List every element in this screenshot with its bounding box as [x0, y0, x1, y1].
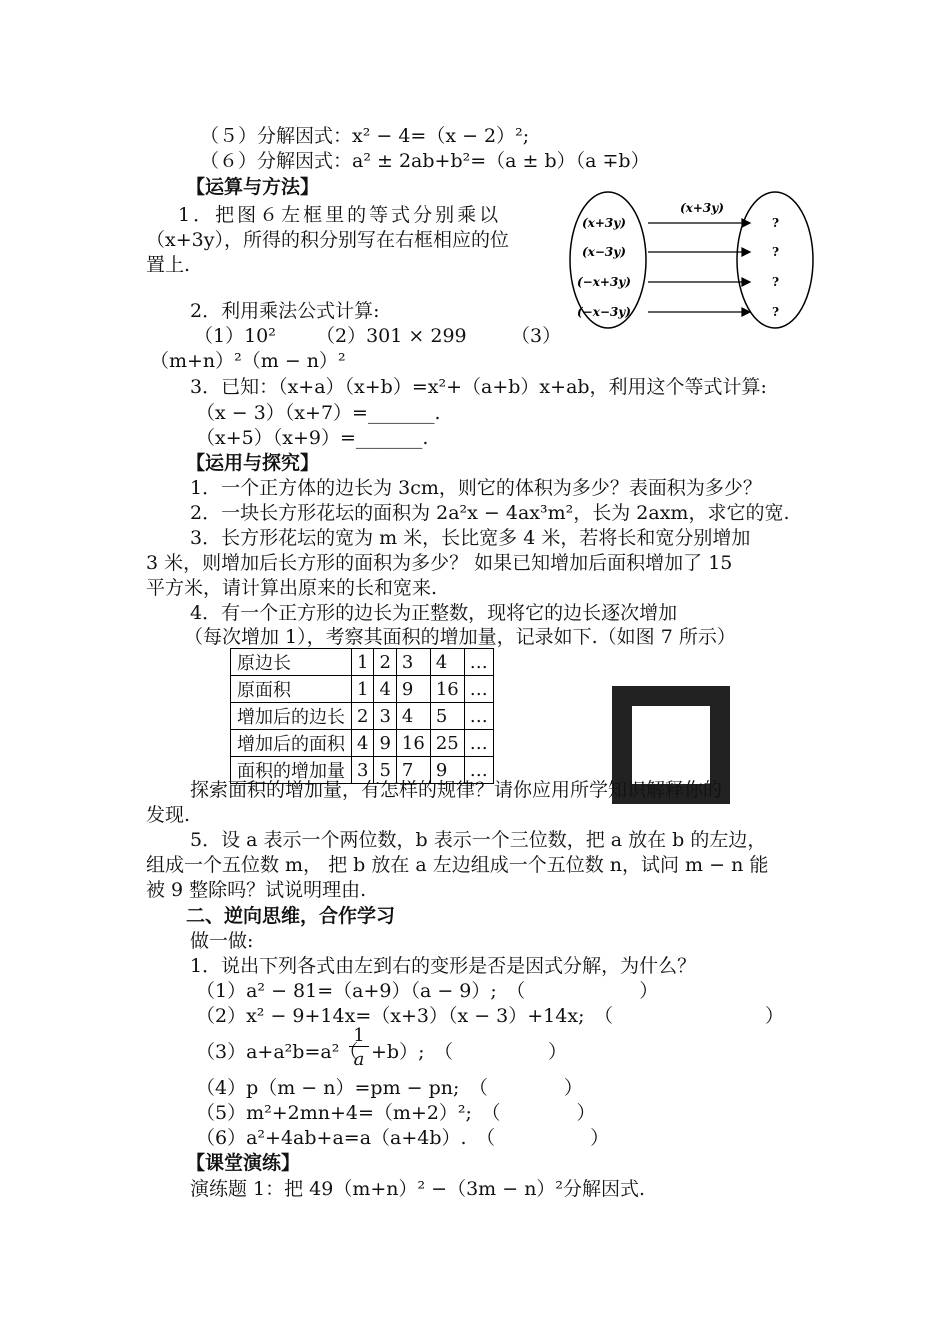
section-heading-ketang: 【课堂演练】 [186, 1152, 301, 1174]
table-cell: 2 [374, 649, 396, 676]
section-heading-yunsuan: 【运算与方法】 [186, 176, 320, 198]
left-expression: (−x+3y) [577, 275, 631, 289]
table-cell: 16 [396, 730, 430, 757]
section-heading-yunyong: 【运用与探究】 [186, 452, 320, 474]
question-3: 3．已知：（x+a）（x+b）=x²+（a+b）x+ab，利用这个等式计算: [190, 376, 767, 398]
table-row-header: 原面积 [231, 676, 352, 703]
reverse-item-2: （2）x² − 9+14x=（x+3）（x − 3）+14x; （ ） [196, 1005, 784, 1027]
table-row [231, 703, 494, 730]
table-cell: … [464, 757, 493, 784]
question-1-line-b: （x+3y），所得的积分别写在右框相应的位 [146, 229, 509, 251]
table-cell: … [464, 676, 493, 703]
table-cell: 2 [352, 703, 374, 730]
reverse-item-3-left: （3）a+a²b=a²（ [196, 1041, 359, 1063]
table-cell: 9 [430, 757, 464, 784]
question-2-part-3: （3） [511, 325, 562, 347]
table-cell: 3 [352, 757, 374, 784]
problem-4-line-d: 发现. [146, 804, 191, 826]
result-placeholder: ? [772, 245, 780, 259]
reverse-question-1: 1．说出下列各式由左到右的变形是否是因式分解，为什么？ [190, 955, 697, 977]
arrow-head [742, 248, 750, 256]
table-cell: … [464, 649, 493, 676]
question-2-part-1: （1）10² [194, 325, 276, 347]
table-cell: 4 [396, 703, 430, 730]
line-item-5: （５）分解因式：x² − 4=（x − 2）²; [200, 125, 530, 147]
result-placeholder: ? [772, 216, 780, 230]
question-1-line-a: 1．把图６左框里的等式分别乘以 [178, 204, 502, 226]
reverse-item-6: （6）a²+4ab+a=a（a+4b）. （ ） [196, 1127, 610, 1149]
problem-4-line-c: 探索面积的增加量，有怎样的规律？请你应用所学知识解释你的 [190, 779, 723, 801]
table-row-header: 面积的增加量 [231, 757, 352, 784]
table-cell: 1 [352, 676, 374, 703]
table-row-header: 增加后的面积 [231, 730, 352, 757]
question-3-part-b: （x+5）（x+9）=_______. [196, 427, 429, 449]
table-cell: 4 [374, 676, 396, 703]
arrow-head [742, 278, 750, 286]
table-cell: 1 [352, 649, 374, 676]
result-placeholder: ? [772, 305, 780, 319]
problem-2: 2．一块长方形花坛的面积为 2a²x − 4ax³m²，长为 2axm，求它的宽. [190, 502, 790, 524]
exercise-1: 演练题 1：把 49（m+n）² −（3m − n）²分解因式. [190, 1178, 646, 1200]
table-cell: 5 [374, 757, 396, 784]
table-cell: … [464, 730, 493, 757]
table-row [231, 676, 494, 703]
fraction-numerator: 1 [349, 1026, 369, 1047]
arrow-head [742, 219, 750, 227]
problem-5-line-c: 被 9 整除吗？试说明理由. [146, 879, 367, 901]
problem-1: 1．一个正方体的边长为 3cm，则它的体积为多少？表面积为多少？ [190, 477, 762, 499]
problem-5-line-a: 5．设 a 表示一个两位数，b 表示一个三位数，把 a 放在 b 的左边， [190, 829, 767, 851]
reverse-item-3-right: +b）; （ ） [371, 1041, 567, 1063]
table-cell: … [464, 703, 493, 730]
table-row [231, 730, 494, 757]
left-expression: (x−3y) [582, 245, 626, 259]
question-2: 2．利用乘法公式计算: [190, 300, 380, 322]
question-2-part-3-expr: （m+n）²（m − n）² [150, 350, 346, 372]
table-cell: 9 [374, 730, 396, 757]
table-cell: 7 [396, 757, 430, 784]
table-cell: 3 [374, 703, 396, 730]
reverse-item-1: （1）a² − 81=（a+9）（a − 9）; （ ） [196, 980, 659, 1002]
problem-4-line-a: 4．有一个正方形的边长为正整数，现将它的边长逐次增加 [190, 602, 678, 624]
table-cell: 25 [430, 730, 464, 757]
table-cell: 9 [396, 676, 430, 703]
table-row-header: 原边长 [231, 649, 352, 676]
problem-3-line-a: 3．长方形花坛的宽为 m 米，长比宽多 4 米，若将长和宽分别增加 [190, 527, 751, 549]
question-1-line-c: 置上. [146, 254, 191, 276]
table-cell: 4 [430, 649, 464, 676]
left-expression: (−x−3y) [577, 305, 631, 319]
table-cell: 5 [430, 703, 464, 730]
left-expression: (x+3y) [582, 216, 626, 230]
table-row [231, 649, 494, 676]
arrow-label: (x+3y) [680, 201, 724, 215]
problem-5-line-b: 组成一个五位数 m， 把 b 放在 a 左边组成一个五位数 n，试问 m − n 能 [146, 854, 769, 876]
problem-3-line-b: 3 米，则增加后长方形的面积为多少？ 如果已知增加后面积增加了 15 [146, 552, 733, 574]
section-2-heading: 二、逆向思维，合作学习 [186, 905, 396, 927]
table-cell: 16 [430, 676, 464, 703]
line-item-6: （６）分解因式：a² ± 2ab+b²=（a ± b）（a ∓b） [200, 150, 650, 172]
question-2-part-2: （2）301 × 299 [316, 325, 467, 347]
problem-3-line-c: 平方米，请计算出原来的长和宽来. [146, 577, 438, 599]
result-placeholder: ? [772, 275, 780, 289]
reverse-item-5: （5）m²+2mn+4=（m+2）²; （ ） [196, 1102, 596, 1124]
problem-4-line-b: （每次增加 1），考察其面积的增加量，记录如下.（如图 7 所示） [184, 626, 736, 648]
area-increase-table [230, 648, 494, 784]
table-cell: 4 [352, 730, 374, 757]
fraction-denominator: a [353, 1049, 365, 1070]
table-row-header: 增加后的边长 [231, 703, 352, 730]
table-cell: 3 [396, 649, 430, 676]
try-it-label: 做一做: [190, 930, 254, 952]
question-3-part-a: （x − 3）（x+7）=_______. [196, 402, 441, 424]
reverse-item-4: （4）p（m − n）=pm − pn; （ ） [196, 1077, 583, 1099]
multiplication-mapping-diagram [568, 190, 818, 340]
